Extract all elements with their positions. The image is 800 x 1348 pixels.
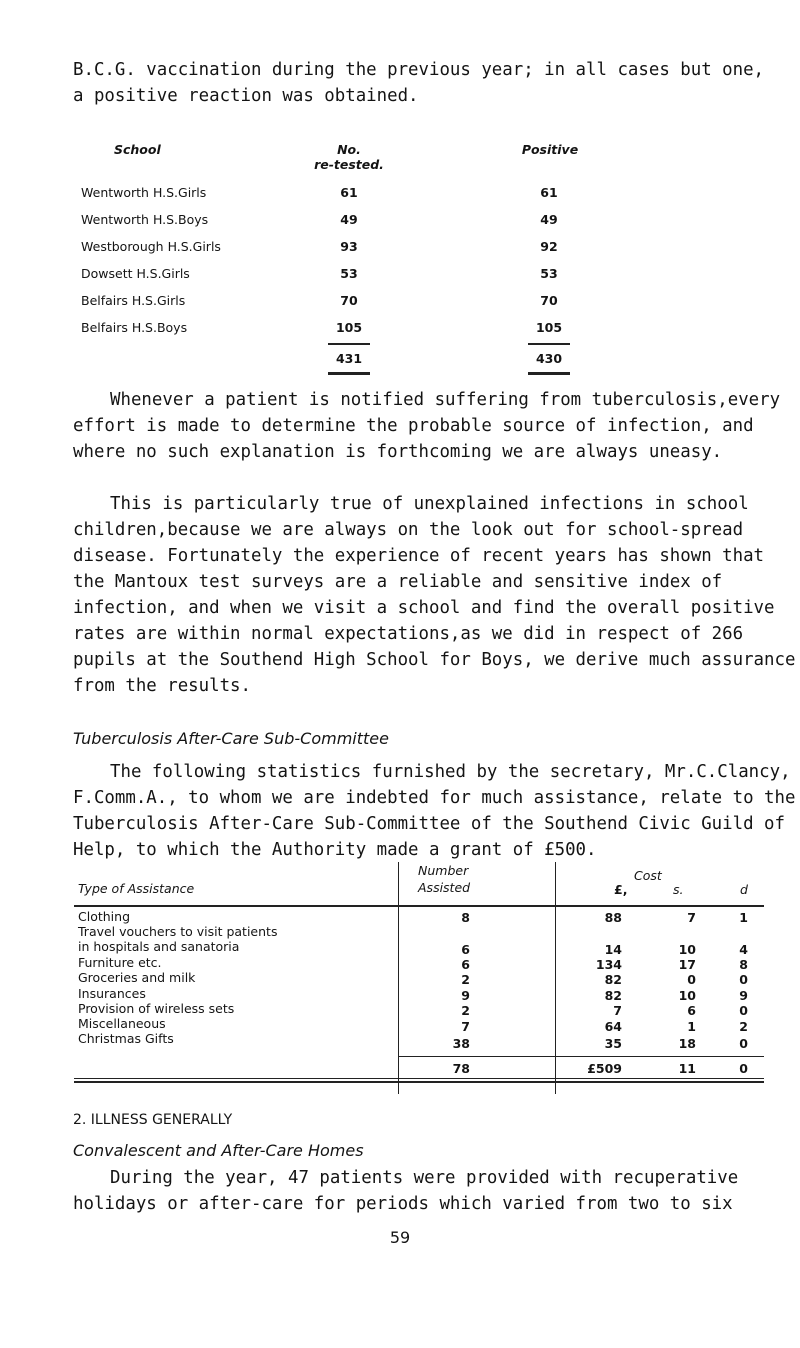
table-bottom-rule (74, 1078, 764, 1079)
assist-pounds: 134 (595, 957, 622, 972)
assist-type: Provision of wireless sets (78, 1001, 235, 1016)
assist-number: 7 (461, 1019, 470, 1034)
intro-line-2: a positive reaction was obtained. (73, 86, 419, 106)
para3-line: The following statistics furnished by the secretary, Mr.C.Clancy, (110, 762, 791, 782)
table-vrule (398, 862, 399, 1094)
school-name: Belfairs H.S.Boys (81, 320, 188, 335)
assist-type: Travel vouchers to visit patients (78, 924, 278, 939)
assist-shillings-total: 11 (678, 1061, 696, 1076)
assist-shillings: 6 (687, 1003, 696, 1018)
school-name: Belfairs H.S.Girls (81, 293, 186, 308)
assist-number: 6 (461, 957, 470, 972)
positive-header: Positive (521, 142, 579, 157)
para2-line: children,because we are always on the look out for school-spread (73, 520, 744, 540)
cost-header: Cost (634, 868, 662, 883)
section-title: 2. ILLNESS GENERALLY (73, 1112, 233, 1128)
assist-type-cont: in hospitals and sanatoria (78, 939, 240, 954)
assist-type: Miscellaneous (78, 1016, 166, 1031)
tested-header-1: No. (337, 142, 361, 157)
tested-value: 105 (335, 320, 363, 335)
assist-pence: 0 (739, 1003, 748, 1018)
total-rule (328, 372, 370, 375)
assist-number: 38 (452, 1036, 470, 1051)
assist-pence: 9 (739, 988, 748, 1003)
assist-shillings: 0 (687, 972, 696, 987)
assist-type: Clothing (78, 909, 131, 924)
assist-pounds: 14 (604, 942, 622, 957)
positive-value: 92 (540, 239, 558, 254)
number-header-1: Number (418, 863, 469, 878)
tested-value: 49 (340, 212, 358, 227)
assist-pence: 0 (739, 1036, 748, 1051)
positive-value: 53 (540, 266, 558, 281)
tested-value: 53 (340, 266, 358, 281)
assist-pence: 1 (739, 910, 748, 925)
para2-line: rates are within normal expectations,as we did in respect of 266 (73, 624, 744, 644)
assist-shillings: 10 (678, 942, 696, 957)
para2-line: disease. Fortunately the experience of recent years has shown that (73, 546, 765, 566)
subtotal-rule (528, 343, 570, 345)
assist-pence: 0 (739, 972, 748, 987)
assist-shillings: 1 (687, 1019, 696, 1034)
positive-value: 61 (540, 185, 558, 200)
tested-value: 70 (340, 293, 358, 308)
para3-line: F.Comm.A., to whom we are indebted for much assistance, relate to the (73, 788, 796, 808)
assist-shillings: 10 (678, 988, 696, 1003)
assist-pounds: 82 (604, 988, 622, 1003)
table-total-rule (398, 1056, 764, 1057)
para1-line: effort is made to determine the probable source of infection, and (73, 416, 754, 436)
assist-shillings: 7 (687, 910, 696, 925)
section-heading: Tuberculosis After-Care Sub-Committee (73, 729, 389, 748)
para3-line: Help, to which the Authority made a grant of £500. (73, 840, 597, 860)
assist-pounds-total: £509 (587, 1061, 622, 1076)
type-header: Type of Assistance (78, 881, 195, 896)
assist-number: 6 (461, 942, 470, 957)
positive-value: 49 (540, 212, 558, 227)
assist-pence: 2 (739, 1019, 748, 1034)
section-subheading: Convalescent and After-Care Homes (73, 1141, 364, 1160)
school-name: Westborough H.S.Girls (81, 239, 221, 254)
assist-number: 9 (461, 988, 470, 1003)
intro-line-1: B.C.G. vaccination during the previous year; in all cases but one, (73, 60, 765, 80)
subtotal-rule (328, 343, 370, 345)
total-rule (528, 372, 570, 375)
positive-value: 105 (535, 320, 563, 335)
assist-pounds: 88 (604, 910, 622, 925)
school-name: Dowsett H.S.Girls (81, 266, 190, 281)
para2-line: the Mantoux test surveys are a reliable and sensitive index of (73, 572, 723, 592)
assist-number-total: 78 (452, 1061, 470, 1076)
assist-type: Insurances (78, 986, 146, 1001)
assist-pounds: 64 (604, 1019, 622, 1034)
pounds-header: £, (614, 882, 628, 897)
para3-line: Tuberculosis After-Care Sub-Committee of the Southend Civic Guild of (73, 814, 785, 834)
section2-line: holidays or after-care for periods which varied from two to six (73, 1194, 733, 1214)
assist-pence: 8 (739, 957, 748, 972)
school-name: Wentworth H.S.Boys (81, 212, 209, 227)
tested-header-2: re-tested. (314, 157, 384, 172)
positive-total: 430 (535, 351, 563, 366)
tested-value: 61 (340, 185, 358, 200)
assist-pounds: 7 (613, 1003, 622, 1018)
para2-line: pupils at the Southend High School for Boys, we derive much assurance (73, 650, 796, 670)
positive-value: 70 (540, 293, 558, 308)
para1-line: where no such explanation is forthcoming we are always uneasy. (73, 442, 723, 462)
school-name: Wentworth H.S.Girls (81, 185, 207, 200)
shillings-header: s. (673, 882, 684, 897)
assist-pence-total: 0 (739, 1061, 748, 1076)
table-header-rule (74, 905, 764, 907)
assist-number: 2 (461, 1003, 470, 1018)
assist-type: Furniture etc. (78, 955, 162, 970)
page-number: 59 (389, 1228, 411, 1247)
assist-type: Groceries and milk (78, 970, 196, 985)
assist-type: Christmas Gifts (78, 1031, 174, 1046)
assist-number: 8 (461, 910, 470, 925)
assist-number: 2 (461, 972, 470, 987)
para1-line: Whenever a patient is notified suffering from tuberculosis,every (110, 390, 781, 410)
pence-header: d (740, 882, 748, 897)
tested-total: 431 (335, 351, 363, 366)
assist-pounds: 35 (604, 1036, 622, 1051)
assist-pence: 4 (739, 942, 748, 957)
para2-line: This is particularly true of unexplained infections in school (110, 494, 749, 514)
assist-shillings: 18 (678, 1036, 696, 1051)
table-bottom-rule (74, 1081, 764, 1083)
para2-line: from the results. (73, 676, 251, 696)
assist-pounds: 82 (604, 972, 622, 987)
table-vrule (555, 862, 556, 1094)
para2-line: infection, and when we visit a school and find the overall positive (73, 598, 775, 618)
number-header-2: Assisted (418, 880, 471, 895)
section2-line: During the year, 47 patients were provided with recuperative (110, 1168, 739, 1188)
school-header: School (114, 142, 161, 157)
assist-shillings: 17 (678, 957, 696, 972)
tested-value: 93 (340, 239, 358, 254)
